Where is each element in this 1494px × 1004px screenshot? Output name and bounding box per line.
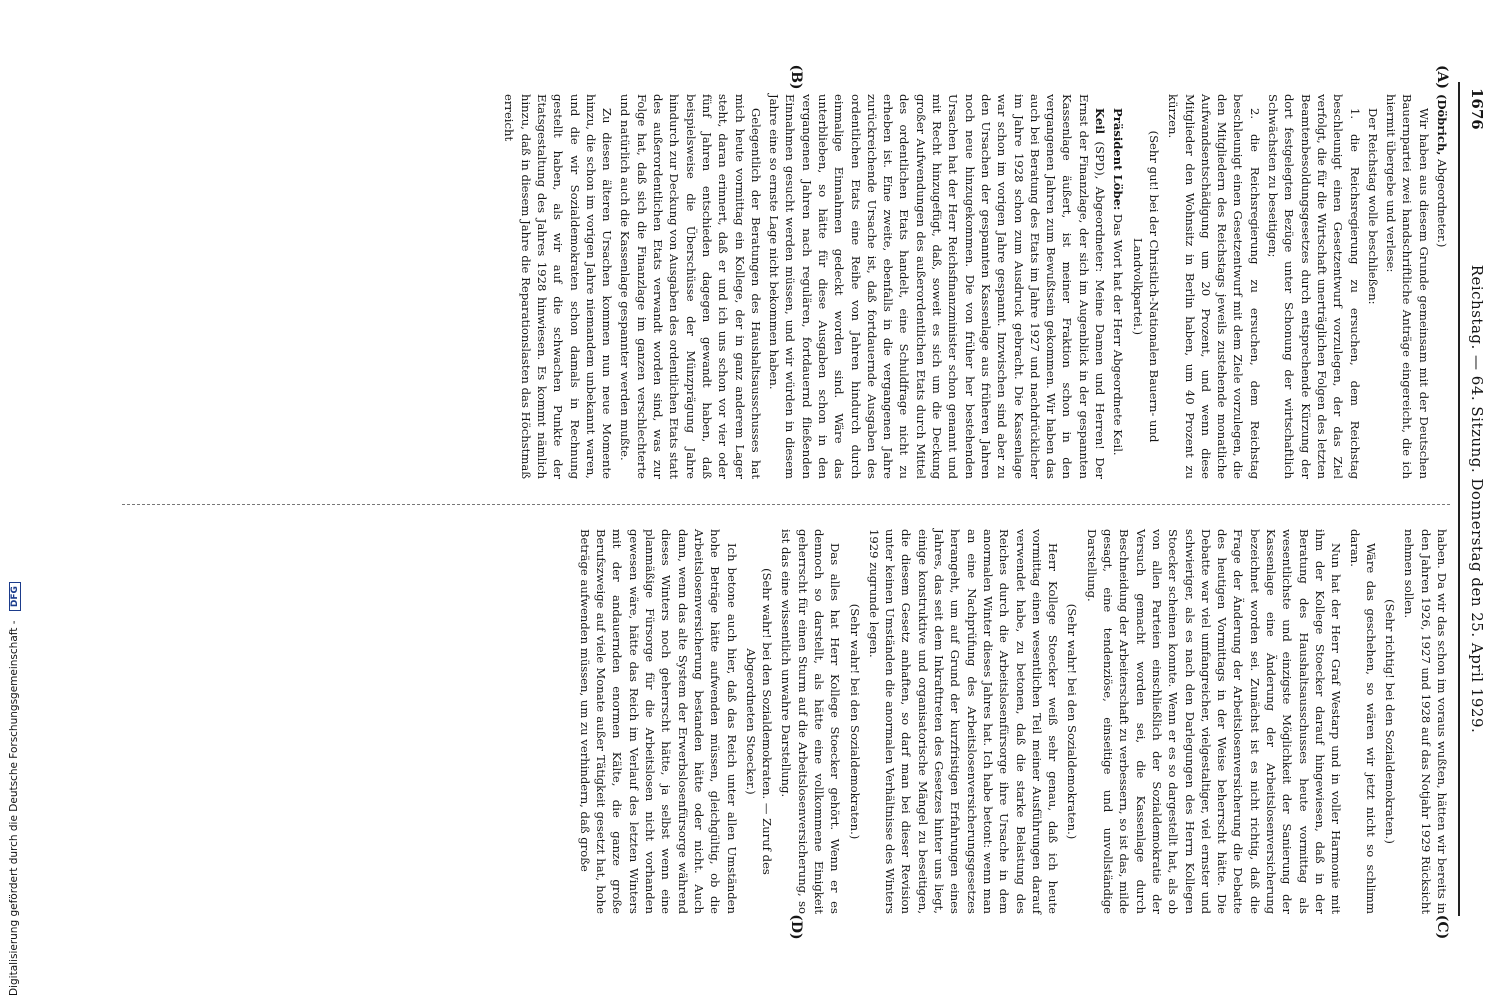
paragraph: Herr Kollege Stoecker weiß sehr genau, daß ich heute vormittag einen wesentlichen Teil meiner Ausführungen darauf verwendet habe, zu betonen, daß die starke Belastung des Reiches durch die Arbeitslosenfürsorge ihre Ursache in dem anormalen Winter dieses Jahres hat. Ich habe betont: wenn man an eine Nachprüfung des Arbeitslosenversicherungsgesetzes herangeht, um auf Grund der kurzfristigen Erfahrungen eines Jahres, das seit dem Inkrafttreten des Gesetzes hinter uns liegt, einige konstruktive und organisatorische Mängel zu beseitigen, die diesem Gesetz anhaften, so darf man bei dieser Revision unter keinen Umständen die anormalen Verhältnisse des Winters 1929 zugrunde legen.	[866, 529, 1061, 914]
list-item: 1. die Reichsregierung zu ersuchen, dem Reichstag beschleunigt einen Gesetzentwurf vorzulegen, der das Ziel verfolgt, die für die Wirtschaft unerträglichen Folgen des letzten Beamtenbesoldungsgesetzes durch entsprechende Kürzung der dort festgelegten Bezüge unter Schonung der wirtschaftlich Schwächsten zu beseitigen;	[1266, 94, 1362, 479]
speaker-name: Keil	[1093, 108, 1108, 135]
paragraph: Zu diesen älteren Ursachen kommen nun neue Momente hinzu, die schon im vorigen Jahre niemandem unbekannt waren, und die wir Sozialdemokraten schon damals in Rechnung gestellt haben, als wir auf die schwachen Punkte der Etatsgestaltung des Jahres 1928 hinwiesen. Es kommt nämlich hinzu, daß in diesem Jahre die Reparationslasten das Höchstmaß erreicht	[502, 94, 615, 479]
paragraph: Der Reichstag wolle beschließen:	[1365, 108, 1380, 305]
paragraph: haben. Da wir das schon im voraus wußten, hätten wir bereits in den Jahren 1926, 1927 und 1928 auf das Notjahr 1929 Rücksicht nehmen sollen.	[1402, 529, 1449, 914]
margin-marker-c: (C)	[1434, 914, 1450, 940]
page-frame	[92, 4, 1494, 1004]
interjection: (Sehr richtig! bei den Sozialdemokraten.)	[1383, 599, 1398, 844]
paragraph: Das alles hat Herr Kollege Stoecker gehört. Wenn er es dennoch so darstellt, als hätte eine vollkommene Einigkeit geherrscht für einen Sturm auf die Arbeitslosenversicherung, so ist das eine wissentlich unwahre Darstellung.	[779, 529, 843, 914]
speaker-name: Präsident Löbe:	[1111, 108, 1126, 211]
interjection: (Sehr wahr! bei den Sozialdemokraten. — Zuruf des Abgeordneten Stoecker.)	[743, 568, 775, 875]
paragraph-text: (SPD), Abgeordneter: Meine Damen und Herren! Der Ernst der Finanzlage, der sich im Augenblick in der gespannten Kassenlage äußert, ist meiner Fraktion schon in den vergangenen Jahren zum Bewußtsein gekommen. Wir haben das auch bei Beratung des Etats im Jahre 1927 und nachdrücklicher im Jahre 1928 schon zum Ausdruck gebracht. Die Kassenlage war schon im vorigen Jahre gespannt. Inzwischen sind aber zu den Ursachen der gespannten Kassenlage aus früheren Jahren noch neue hinzugekommen. Die von früher her bestehenden Ursachen hat der Herr Reichsfinanzminister schon genannt und mit Recht hinzugefügt, daß, soweit es sich um die Deckung großer Aufwendungen des außerordentlichen Etats durch Mittel des ordentlichen Etats handelt, eine Schuldfrage nicht zu erheben ist. Eine zweite, ebenfalls in die vergangenen Jahre zurückreichende Ursache ist, daß fortdauernde Ausgaben des ordentlichen Etats eine Reihe von Jahren hindurch durch einmalige Einnahmen gedeckt worden sind. Wäre das unterblieben, so hätte für diese Ausgaben schon in den vergangenen Jahren nach regulären, fortdauernd fließenden Einnahmen gesucht werden müssen, und wir würden in diesem Jahre eine so ernste Lage nicht bekommen haben.	[767, 94, 1108, 480]
speaker-name: (Döbrich,	[1435, 94, 1449, 156]
document-page	[92, 4, 1494, 1004]
paragraph	[766, 94, 1108, 479]
interjection: (Sehr wahr! bei den Sozialdemokraten.)	[847, 603, 862, 840]
page-header	[1458, 82, 1494, 916]
footer-strip	[0, 0, 24, 1000]
left-column	[122, 94, 1450, 479]
paragraph: Wir haben aus diesem Grunde gemeinsam mit der Deutschen Bauernpartei zwei handschriftliche Anträge eingereicht, die ich hiermit übergebe und verlese:	[1384, 94, 1431, 479]
dfg-logo: DFG	[9, 582, 21, 611]
paragraph-text: Das Wort hat der Herr Abgeordnete Keil.	[1111, 213, 1126, 456]
margin-marker-d: (D)	[788, 914, 804, 940]
speaker-role: Abgeordneter.)	[1435, 159, 1449, 248]
digitization-credit	[8, 582, 21, 996]
paragraph: Wäre das geschehen, so wären wir jetzt nicht so schlimm daran.	[1347, 529, 1378, 914]
interjection: (Sehr gut! bei der Christlich-Nationalen Bauern- und Landvolkpartei.)	[1130, 130, 1161, 443]
paragraph	[1110, 94, 1126, 479]
paragraph: Ich betone auch hier, daß das Reich unter allen Umständen hohe Beträge hätte aufwenden müssen, gleichgültig, ob die Arbeitslosenversicherung bestanden hätte oder nicht. Auch dann, wenn das alte System der Erwerbslosenfürsorge während dieses Winters noch geherrscht hätte, ja selbst wenn eine planmäßige Fürsorge für die Arbeitslosen nicht vorhanden gewesen wäre, hätte das Reich im Verlauf des letzten Winters mit der andauernden enormen Kälte, die ganze große Berufszweige auf viele Monate außer Tätigkeit gesetzt hat, hohe Beträge aufwenden müssen, um zu verhindern, daß große	[577, 529, 739, 914]
paragraph: Gelegentlich der Beratungen des Haushaltsausschusses hat mich heute vormittag ein Kollege, der in ganz anderem Lager steht, daran erinnert, daß er und ich uns schon vor vier oder fünf Jahren entschieden dagegen gewandt haben, daß beispielsweise die Überschüsse der Münzprägung Jahre hindurch zur Deckung von Ausgaben des ordentlichen Etats statt des außerordentlichen Etats verwandt worden sind, was zur Folge hat, daß sich die Finanzlage im ganzen verschlechterte und natürlich auch die Kassenlage gespannter werden mußte.	[618, 94, 763, 479]
margin-marker-a: (A)	[1434, 64, 1450, 90]
right-column	[122, 529, 1450, 914]
page-title: Reichstag. — 64. Sitzung. Donnerstag den 25. April 1929.	[1468, 264, 1486, 734]
margin-marker-b: (B)	[788, 64, 804, 90]
page-number: 1676	[1468, 88, 1486, 130]
paragraph	[1434, 94, 1450, 479]
interjection: (Sehr wahr! bei den Sozialdemokraten.)	[1065, 603, 1080, 840]
column-divider	[122, 504, 1450, 505]
digitization-credit-text: Digitalisierung gefördert durch die Deutsche Forschungsgemeinschaft -	[8, 620, 20, 996]
paragraph: Nun hat der Herr Graf Westarp und in voller Harmonie mit ihm der Kollege Stoecker darauf hingewiesen, daß in der Beratung des Haushaltsausschusses heute vormittag als wesentlichste und einzigste Möglichkeit der Sanierung der Kassenlage eine Änderung der Arbeitslosenversicherung bezeichnet worden sei. Zunächst ist es nicht richtig, daß die Frage der Änderung der Arbeitslosenversicherung die Debatte des heutigen Vormittags in der Weise beherrscht hätte. Die Debatte war viel umfangreicher, vielgestaltiger, viel ernster und schwieriger, als es nach den Darlegungen des Herrn Kollegen Stoecker scheinen konnte. Wenn er es so dargestellt hat, als ob von allen Parteien einschließlich der Sozialdemokratie der Versuch gemacht worden sei, die Kassenlage durch Beschneidung der Arbeiterschaft zu verbessern, so ist das, milde gesagt, eine tendenziöse, einseitige und unvollständige Darstellung.	[1084, 529, 1344, 914]
list-item: 2. die Reichsregierung zu ersuchen, dem Reichstag beschleunigt einen Gesetzentwurf mit dem Ziele vorzulegen, die den Mitgliedern des Reichstags jeweils zustehende monatliche Aufwandsentschädigung um 20 Prozent, und wenn diese Mitglieder den Wohnsitz in Berlin haben, um 40 Prozent zu kürzen.	[1166, 94, 1262, 479]
rotated-page-content	[92, 4, 1494, 1004]
